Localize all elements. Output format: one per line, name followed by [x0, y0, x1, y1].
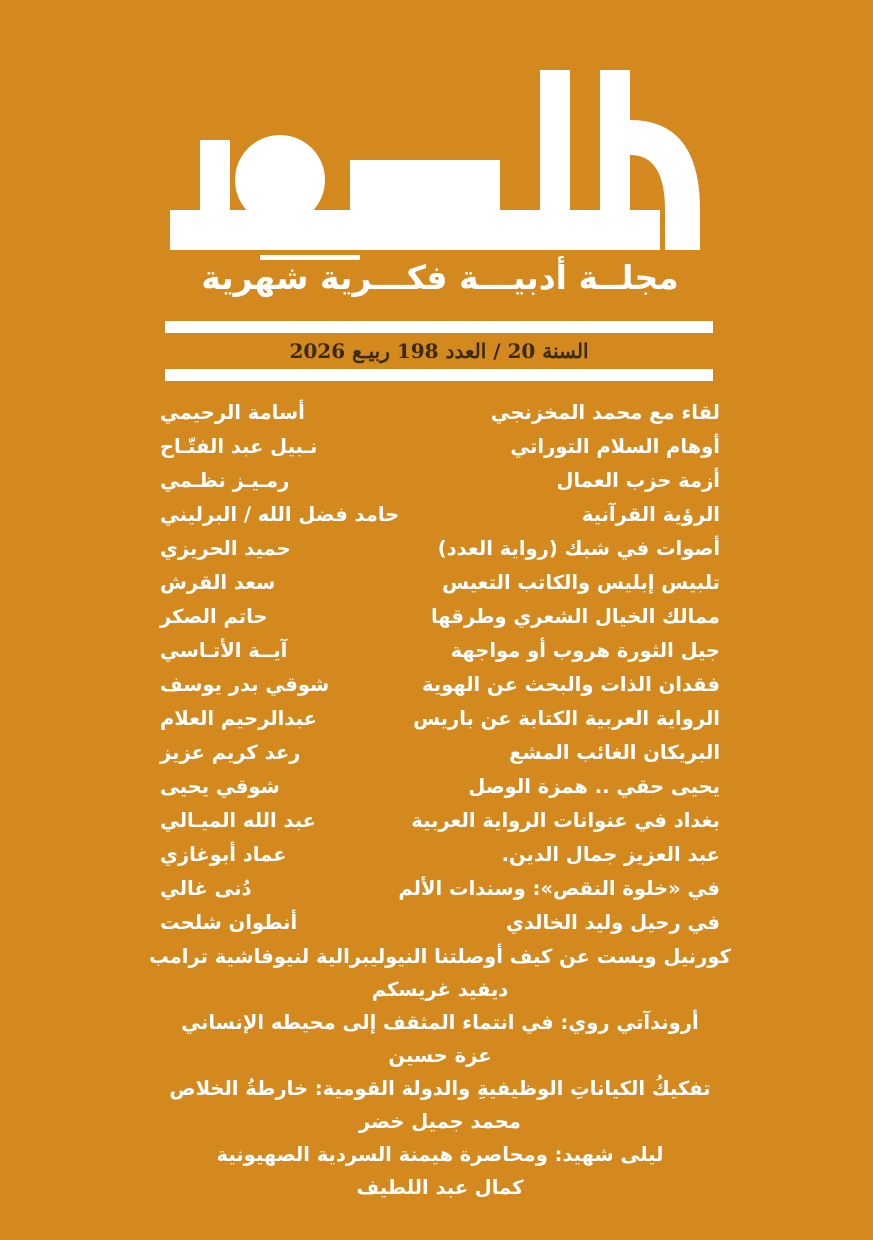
- feature-title: ليلى شهيد: ومحاصرة هيمنة السردية الصهيونية: [216, 1143, 664, 1166]
- toc-author: أنطوان شلحت: [160, 911, 298, 934]
- toc-item: [155, 634, 720, 668]
- toc-title: في رحيل وليد الخالدي: [505, 911, 720, 934]
- toc-item: [155, 430, 720, 464]
- toc-author: شوقي يحيى: [160, 775, 280, 798]
- toc-author: رعد كريم عزيز: [160, 741, 301, 764]
- toc-title: ممالك الخيال الشعري وطرقها: [430, 605, 720, 628]
- toc-title: لقاء مع محمد المخزنجي: [490, 401, 720, 424]
- feature-author: كمال عبد اللطيف: [356, 1176, 524, 1199]
- toc-title: أوهام السلام التوراتي: [510, 435, 720, 458]
- toc-author: آيــة الأتـاسي: [160, 639, 288, 662]
- toc-title: جيل الثورة هروب أو مواجهة: [450, 639, 720, 662]
- toc-title: الرؤية القرآنية: [581, 503, 720, 526]
- toc-author: شوقي بدر يوسف: [160, 673, 330, 696]
- toc-author: سعد القرش: [160, 571, 276, 594]
- feature-articles: [120, 940, 760, 1204]
- issue-line: السنة 20 / العدد 198 ربيـع 2026: [289, 339, 589, 363]
- toc-item: [155, 498, 720, 532]
- bottom-rule: [165, 369, 713, 381]
- toc-title: البريكان الغائب المشع: [509, 741, 720, 764]
- toc-item: [155, 906, 720, 940]
- toc-author: عماد أبوغازي: [160, 843, 287, 866]
- masthead: [160, 60, 720, 300]
- toc-item: [155, 668, 720, 702]
- table-of-contents: [155, 396, 720, 940]
- toc-item: [155, 838, 720, 872]
- toc-item: [155, 464, 720, 498]
- toc-title: تلبيس إبليس والكاتب التعيس: [442, 571, 720, 594]
- toc-item: [155, 532, 720, 566]
- feature-title: تفكيكُ الكياناتِ الوظيفيةِ والدولة القومية: خارطةُ الخلاص: [169, 1077, 711, 1100]
- toc-author: رمـيـز نظـمي: [160, 469, 290, 492]
- toc-item: [155, 702, 720, 736]
- toc-author: حاتم الصكر: [160, 605, 268, 628]
- toc-title: أصوات في شبك (رواية العدد): [437, 537, 720, 560]
- feature-author: ديفيد غريسكم: [371, 978, 509, 1001]
- toc-item: [155, 396, 720, 430]
- feature-author: عزة حسين: [388, 1044, 492, 1067]
- toc-title: فقدان الذات والبحث عن الهوية: [421, 673, 720, 696]
- toc-author: عبدالرحيم العلام: [160, 707, 317, 730]
- feature-author: محمد جميل خضر: [359, 1110, 521, 1133]
- toc-author: أسامة الرحيمي: [160, 401, 305, 424]
- toc-title: أزمة حزب العمال: [556, 469, 720, 492]
- toc-title: في «خلوة النقص»: وسندات الألم: [398, 877, 720, 900]
- toc-title: عبد العزيز جمال الدين.: [501, 843, 720, 866]
- toc-title: يحيى حقي .. همزة الوصل: [468, 775, 720, 798]
- toc-author: دُنى غالي: [160, 877, 252, 900]
- feature-title: أروندآتي روي: في انتماء المثقف إلى محيطه الإنساني: [181, 1011, 699, 1034]
- top-rule: [165, 321, 713, 333]
- toc-author: حميد الحريزي: [160, 537, 291, 560]
- magazine-subtitle: مجلــة أدبيـــة فكـــرية شهرية: [201, 258, 679, 297]
- toc-author: حامد فضل الله / البرليني: [160, 503, 400, 526]
- toc-item: [155, 804, 720, 838]
- toc-item: [155, 736, 720, 770]
- toc-author: عبد الله الميـالي: [160, 809, 316, 832]
- toc-author: نـبيل عبد الفتّـاح: [160, 435, 318, 458]
- toc-title: الرواية العربية الكتابة عن باريس: [413, 707, 720, 730]
- feature-title: كورنيل ويست عن كيف أوصلتنا النيوليبرالية لنيوفاشية ترامب: [149, 945, 731, 968]
- toc-item: [155, 600, 720, 634]
- toc-item: [155, 872, 720, 906]
- toc-item: [155, 770, 720, 804]
- toc-item: [155, 566, 720, 600]
- toc-title: بغداد في عنوانات الرواية العربية: [411, 809, 720, 832]
